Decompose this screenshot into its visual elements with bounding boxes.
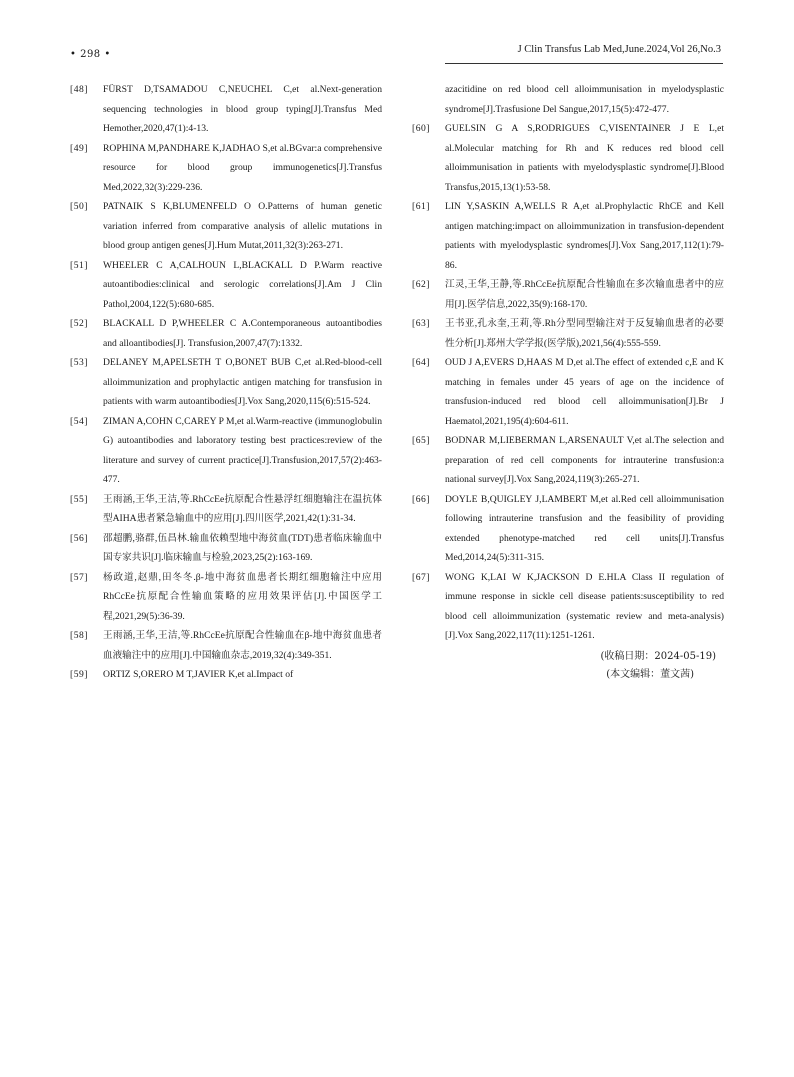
reference-number: [52] (70, 318, 88, 329)
reference-item (70, 412, 382, 490)
reference-item (412, 314, 724, 353)
reference-item (70, 80, 382, 139)
reference-number: [54] (70, 415, 88, 427)
reference-item (412, 353, 724, 431)
reference-column-right (412, 80, 724, 684)
reference-text: 邵超鹏,骆群,伍昌林.输血依赖型地中海贫血(TDT)患者临床输血中国专家共识[J].临床输血与检验,2023,25(2):163-169. (103, 532, 382, 563)
reference-number: [51] (70, 259, 88, 271)
reference-item (412, 119, 724, 197)
received-date: (收稿日期：2024-05-19) (600, 650, 716, 662)
reference-item (70, 568, 382, 627)
editor-credit: (本文编辑：董文茜) (606, 668, 694, 680)
reference-text: 江灵,王华,王静,等.RhCcEe抗原配合性输血在多次输血患者中的应用[J].医学信息,2022,35(9):168-170. (445, 279, 724, 310)
reference-item (412, 197, 724, 275)
reference-number: [57] (70, 571, 88, 583)
reference-number: [50] (70, 201, 88, 212)
page-number: • 298 • (70, 49, 111, 60)
reference-continuation: azacitidine on red blood cell alloimmunisation in myelodysplastic syndrome[J].Trasfusione Del Sangue,2017,15(5):472-477. (445, 84, 724, 115)
reference-item (70, 490, 382, 529)
reference-number: [65] (412, 435, 430, 446)
reference-item (412, 431, 724, 490)
reference-item (70, 256, 382, 315)
reference-text: BLACKALL D P,WHEELER C A.Contemporaneous autoantibodies and alloantibodies[J]. Transfusion,2007,47(7):1332. (103, 318, 382, 349)
reference-text: ORTIZ S,ORERO M T,JAVIER K,et al.Impact of (103, 669, 294, 680)
reference-item (70, 139, 382, 198)
reference-number: [62] (412, 279, 430, 290)
reference-text: LIN Y,SASKIN A,WELLS R A,et al.Prophylactic RhCE and Kell antigen matching:impact on alloimmunization in transfusion-dependent patients with myelodysplastic syndromes[J].Vox Sang,2017,112(1):79-86. (445, 201, 724, 271)
reference-item (70, 197, 382, 256)
reference-number: [49] (70, 142, 88, 154)
header-rule (445, 63, 723, 64)
reference-text: WONG K,LAI W K,JACKSON D E.HLA Class II regulation of immune response in sickle cell disease patients:susceptibility to red blood cell alloimmunization (systematic review and meta-analysis)[J].Vox Sang,2022,117(11):1251-1261. (445, 571, 724, 641)
reference-number: [55] (70, 493, 88, 505)
reference-number: [61] (412, 201, 430, 212)
reference-number: [53] (70, 357, 88, 368)
reference-item (70, 353, 382, 412)
reference-number: [58] (70, 630, 88, 641)
reference-text: ROPHINA M,PANDHARE K,JADHAO S,et al.BGvar:a comprehensive resource for blood group immunogenetics[J].Transfus Med,2022,32(3):229-236. (103, 142, 382, 193)
reference-item (70, 314, 382, 353)
reference-text: FÜRST D,TSAMADOU C,NEUCHEL C,et al.Next-generation sequencing technologies in blood group typing[J].Transfus Med Hemother,2020,47(1):4-13. (103, 84, 382, 134)
reference-item (412, 275, 724, 314)
reference-item (412, 490, 724, 568)
reference-number: [59] (70, 669, 88, 680)
reference-text: WHEELER C A,CALHOUN L,BLACKALL D P.Warm reactive autoantibodies:clinical and serologic correlations[J].Am J Clin Pathol,2004,122(5):680-685. (103, 259, 382, 310)
reference-text: DOYLE B,QUIGLEY J,LAMBERT M,et al.Red cell alloimmunisation following intrauterine transfusion and the feasibility of providing extended phenotype-matched red cell units[J].Transfus Med,2014,24(5):311-315. (445, 493, 724, 563)
reference-number: [67] (412, 571, 430, 583)
reference-text: OUD J A,EVERS D,HAAS M D,et al.The effect of extended c,E and K matching in females under 45 years of age on the incidence of transfusion-induced red blood cell alloimmunisation[J].Br J Haematol,2021,195(4):604-611. (445, 357, 724, 427)
reference-number: [63] (412, 318, 430, 329)
reference-number: [60] (412, 123, 430, 134)
reference-item (412, 568, 724, 646)
reference-text: ZIMAN A,COHN C,CAREY P M,et al.Warm-reactive (immunoglobulin G) autoantibodies and laboratory testing best practices:review of the literature and survey of current practice[J].Transfusion,2017,57(2):463-477. (103, 415, 382, 485)
reference-number: [64] (412, 357, 430, 368)
reference-item (70, 529, 382, 568)
journal-header: J Clin Transfus Lab Med,June.2024,Vol 26,No.3 (517, 44, 721, 55)
reference-number: [56] (70, 532, 88, 544)
reference-text: 王雨涵,王华,王洁,等.RhCcEe抗原配合性输血在β-地中海贫血患者血液输注中的应用[J].中国输血杂志,2019,32(4):349-351. (103, 630, 382, 661)
reference-text: GUELSIN G A S,RODRIGUES C,VISENTAINER J E L,et al.Molecular matching for Rh and K reduces red blood cell alloimmunisation in patients with myelodysplastic syndrome[J].Blood Transfus,2015,13(1):53-58. (445, 123, 724, 193)
reference-text: BODNAR M,LIEBERMAN L,ARSENAULT V,et al.The selection and preparation of red cell components for intrauterine transfusion:a national survey[J].Vox Sang,2024,119(3):265-271. (445, 435, 724, 485)
reference-text: PATNAIK S K,BLUMENFELD O O.Patterns of human genetic variation inferred from comparative analysis of allelic mutations in blood group antigen genes[J].Hum Mutat,2011,32(3):263-271. (103, 201, 382, 251)
reference-item (70, 665, 382, 685)
reference-item (70, 626, 382, 665)
reference-number: [48] (70, 84, 88, 95)
reference-text: 杨政道,赵鼎,田冬冬.β-地中海贫血患者长期红细胞输注中应用RhCcEe抗原配合性输血策略的应用效果评估[J].中国医学工程,2021,29(5):36-39. (103, 571, 382, 622)
reference-text: 王书亚,孔永奎,王莉,等.Rh分型同型输注对于反复输血患者的必要性分析[J].郑州大学学报(医学版),2021,56(4):555-559. (445, 318, 724, 349)
reference-column-left (70, 80, 382, 685)
reference-text: DELANEY M,APELSETH T O,BONET BUB C,et al.Red-blood-cell alloimmunization and prophylactic antigen matching for transfusion in patients with warm autoantibodies[J].Vox Sang,2020,115(6):515-524. (103, 357, 382, 407)
reference-number: [66] (412, 493, 430, 505)
reference-text: 王雨涵,王华,王洁,等.RhCcEe抗原配合性悬浮红细胞输注在温抗体型AIHA患者紧急输血中的应用[J].四川医学,2021,42(1):31-34. (103, 493, 382, 524)
